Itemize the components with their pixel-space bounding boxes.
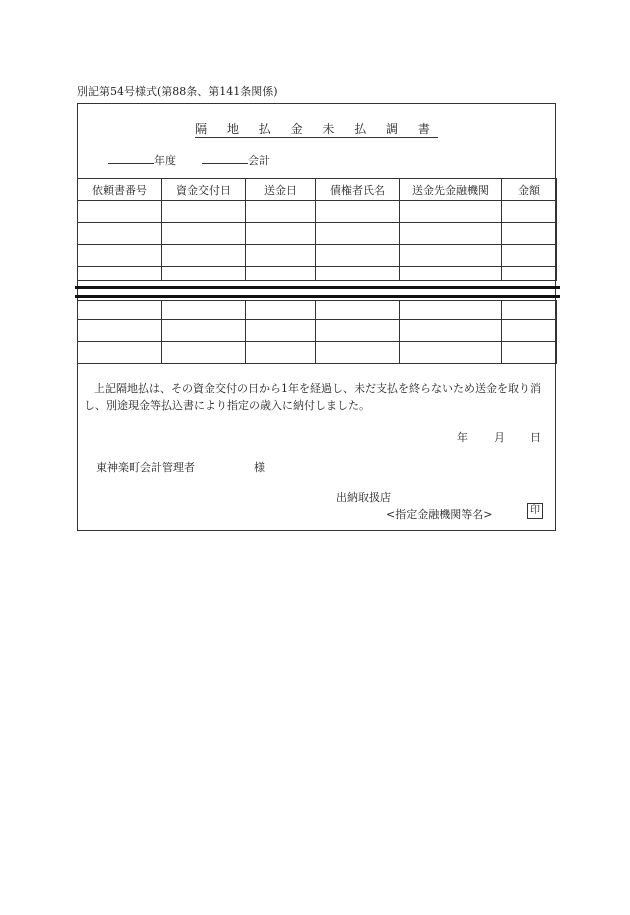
column-header: 依頼書番号 (78, 179, 162, 201)
table-cell[interactable] (78, 201, 162, 223)
table-cell[interactable] (162, 342, 246, 364)
table-header-row (78, 179, 557, 201)
accounting-manager: 東神楽町会計管理者 (96, 461, 195, 474)
unpaid-remittance-form (77, 103, 556, 531)
table-cell[interactable] (246, 245, 316, 267)
designated-bank-name: <指定金融機関等名> (386, 508, 493, 521)
table-cell[interactable] (400, 301, 502, 320)
column-header: 資金交付日 (162, 179, 246, 201)
table-cell[interactable] (78, 267, 162, 281)
account-label: 会計 (248, 154, 270, 167)
fiscal-year-field (108, 151, 176, 168)
table-row (78, 201, 557, 223)
table-row (78, 245, 557, 267)
remittance-table-bottom (77, 300, 557, 364)
table-cell[interactable] (78, 223, 162, 245)
date-year-label: 年 (457, 431, 468, 444)
table-cell[interactable] (400, 201, 502, 223)
date-day-label: 日 (530, 431, 541, 444)
table-cell[interactable] (246, 223, 316, 245)
fiscal-year-label: 年度 (154, 154, 176, 167)
seal-mark: 印 (527, 503, 543, 519)
table-cell[interactable] (162, 223, 246, 245)
table-cell[interactable] (316, 342, 400, 364)
table-cell[interactable] (246, 320, 316, 342)
table-cell[interactable] (502, 320, 557, 342)
table-row (78, 342, 557, 364)
table-row (78, 320, 557, 342)
table-cell[interactable] (78, 245, 162, 267)
table-cell[interactable] (162, 245, 246, 267)
statement-paragraph: 上記隔地払は、その資金交付の日から1年を経過し、未だ支払を終らないため送金を取り消し、別途現金等払込書により指定の歳入に納付しました。 (84, 382, 541, 412)
account-blank[interactable] (202, 151, 248, 164)
table-cell[interactable] (316, 320, 400, 342)
table-cell[interactable] (502, 223, 557, 245)
date-month-label: 月 (494, 431, 505, 444)
table-cell[interactable] (316, 223, 400, 245)
remittance-table-top (77, 178, 557, 281)
table-cell[interactable] (316, 267, 400, 281)
table-cell[interactable] (316, 245, 400, 267)
table-cell[interactable] (400, 245, 502, 267)
table-cell[interactable] (246, 342, 316, 364)
form-number-label: 別記第54号様式(第88条、第141条関係) (77, 85, 278, 98)
table-cell[interactable] (162, 301, 246, 320)
form-title: 隔 地 払 金 未 払 調 書 (195, 122, 438, 136)
table-cell[interactable] (502, 245, 557, 267)
column-header: 送金日 (246, 179, 316, 201)
table-cell[interactable] (400, 223, 502, 245)
table-cell[interactable] (502, 267, 557, 281)
honorific: 様 (254, 461, 265, 474)
table-cell[interactable] (78, 342, 162, 364)
column-header: 送金先金融機関 (400, 179, 502, 201)
column-header: 金額 (502, 179, 557, 201)
table-cell[interactable] (400, 342, 502, 364)
table-cell[interactable] (316, 301, 400, 320)
table-cell[interactable] (316, 201, 400, 223)
table-cell[interactable] (162, 201, 246, 223)
table-row (78, 301, 557, 320)
table-cell[interactable] (246, 201, 316, 223)
table-cell[interactable] (246, 267, 316, 281)
cut-line-bottom (75, 295, 560, 298)
table-cell[interactable] (246, 301, 316, 320)
cut-line-top (75, 286, 560, 289)
table-cell[interactable] (78, 320, 162, 342)
bank-label: 出納取扱店 (336, 491, 391, 504)
table-cell[interactable] (400, 320, 502, 342)
table-cell[interactable] (502, 201, 557, 223)
table-row (78, 267, 557, 281)
column-header: 債権者氏名 (316, 179, 400, 201)
table-cell[interactable] (502, 301, 557, 320)
table-row (78, 223, 557, 245)
table-cell[interactable] (502, 342, 557, 364)
table-cell[interactable] (400, 267, 502, 281)
table-cell[interactable] (78, 301, 162, 320)
table-cell[interactable] (162, 320, 246, 342)
account-field (202, 151, 270, 168)
fiscal-year-blank[interactable] (108, 151, 154, 164)
table-cell[interactable] (162, 267, 246, 281)
